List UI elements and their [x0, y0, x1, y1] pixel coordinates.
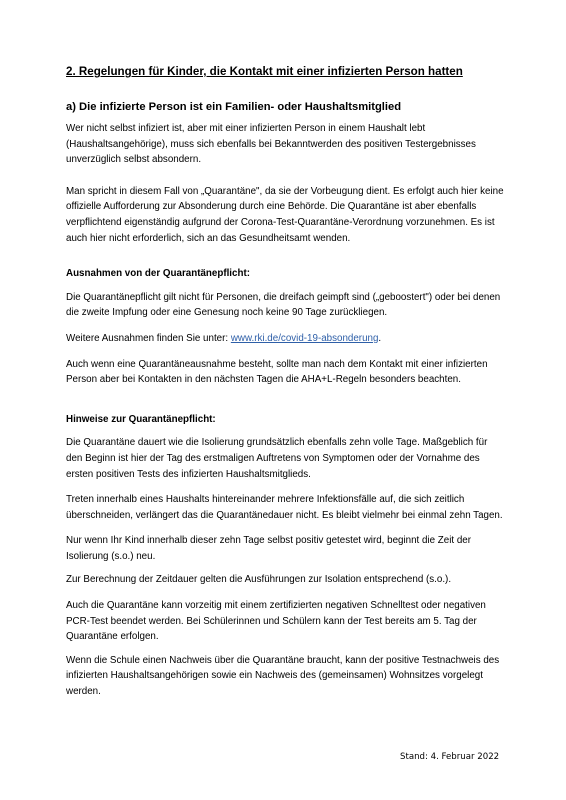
more-exceptions-suffix: .: [378, 332, 382, 344]
rki-link[interactable]: www.rki.de/covid-19-absonderung: [230, 332, 379, 344]
paragraph-duration: Die Quarantäne dauert wie die Isolierung grundsätzlich ebenfalls zehn volle Tage. Maßgeblich für den Beginn ist hier der Tag des erstmaligen Auftretens von Symptomen oder der Vornahme des ersten positiven Tests des infizierten Haushaltsmitglieds.: [66, 437, 488, 480]
subsection-title: a) Die infizierte Person ist ein Familien- oder Haushaltsmitglied: [66, 101, 402, 113]
paragraph-multiple-infections: Treten innerhalb eines Haushalts hintereinander mehrere Infektionsfälle auf, die sich zeitlich überschneiden, verlängert das die Quarantänedauer nicht. Es bleibt vielmehr bei einmal zehn Tagen.: [66, 494, 503, 521]
paragraph-exceptions: Die Quarantänepflicht gilt nicht für Personen, die dreifach geimpft sind („geboostert") oder bei denen die zweite Impfung oder eine Genesung noch keine 90 Tage zurückliegen.: [66, 291, 501, 319]
paragraph-more-exceptions: [66, 331, 506, 347]
paragraph-calculation: Zur Berechnung der Zeitdauer gelten die Ausführungen zur Isolation entsprechend (s.o.).: [66, 574, 452, 586]
paragraph-school-proof: Wenn die Schule einen Nachweis über die Quarantäne braucht, kann der positive Testnachweis des infizierten Haushaltsangehörigen sowie ein Nachweis des (gemeinsamen) Wohnsitzes vorgelegt werden.: [66, 654, 500, 698]
paragraph-household-contact: Wer nicht selbst infiziert ist, aber mit einer infizierten Person in einem Haushalt lebt (Haushaltsangehörige), muss sich ebenfalls bei Bekanntwerden des positiven Testergebnisses unverzüglich selbst absondern.: [66, 123, 476, 166]
more-exceptions-text: Weitere Ausnahmen finden Sie unter:: [66, 332, 231, 344]
paragraph-positive-test: Nur wenn Ihr Kind innerhalb dieser zehn Tage selbst positiv getestet wird, beginnt die Zeit der Isolierung (s.o.) neu.: [66, 535, 471, 562]
exceptions-heading: Ausnahmen von der Quarantänepflicht:: [66, 268, 250, 280]
paragraph-aha-rules: Auch wenn eine Quarantäneausnahme besteht, sollte man nach dem Kontakt mit einer infizierten Person aber bei Kontakten in den nächsten Tagen die AHA+L-Regeln besonders beachten.: [66, 358, 488, 386]
section-heading: 2. Regelungen für Kinder, die Kontakt mit einer infizierten Person hatten: [66, 65, 463, 78]
notes-heading: Hinweise zur Quarantänepflicht:: [66, 413, 216, 425]
paragraph-early-end: Auch die Quarantäne kann vorzeitig mit einem zertifizierten negativen Schnelltest oder negativen PCR-Test beendet werden. Bei Schülerinnen und Schülern kann der Test bereits am 5. Tag der Quarantäne erfolgen.: [66, 600, 486, 643]
paragraph-quarantine-definition: Man spricht in diesem Fall von „Quarantäne", da sie der Vorbeugung dient. Es erfolgt auch hier keine offizielle Aufforderung zur Absonderung durch eine Behörde. Die Quarantäne ist aber ebenfalls verpflichtend eigenständig aufgrund der Corona-Test-Quarantäne-Verordnung vorzunehmen. Es ist auch hier nicht erforderlich, sich an das Gesundheitsamt wenden.: [66, 185, 504, 244]
date-footer: Stand: 4. Februar 2022: [400, 752, 500, 762]
document-page: [66, 64, 506, 708]
